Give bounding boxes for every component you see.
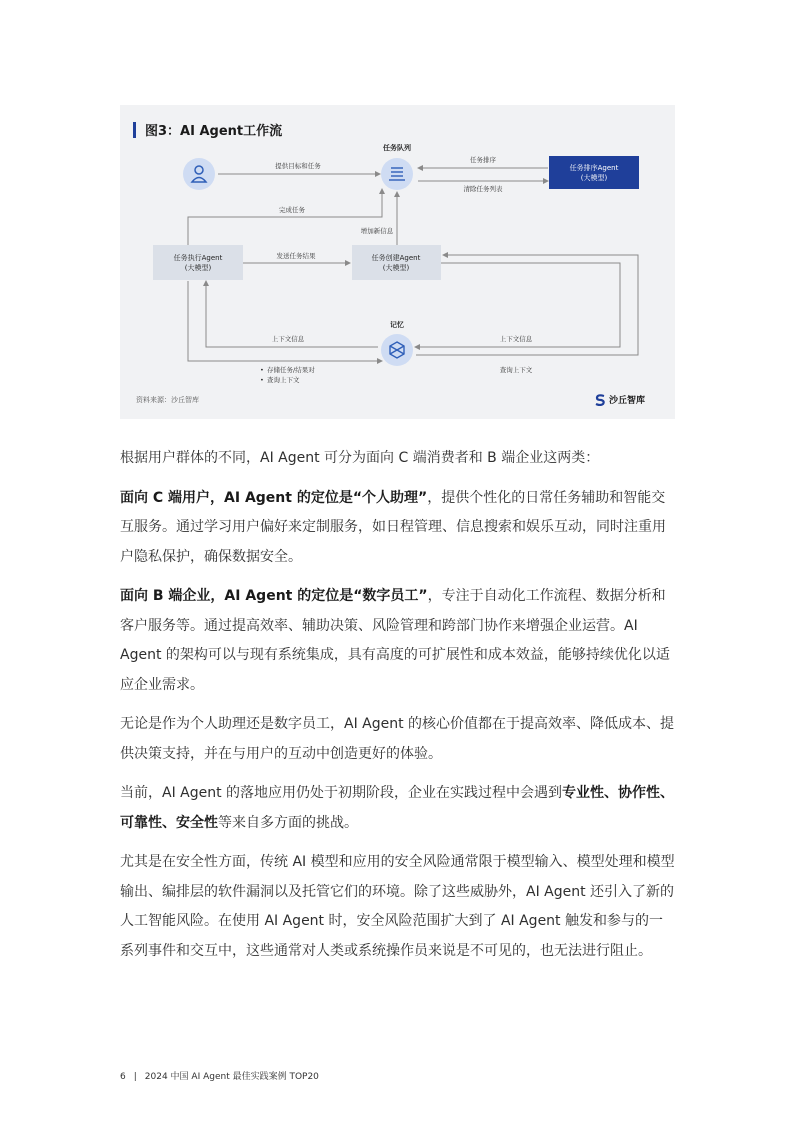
paragraph-b-end bbox=[120, 582, 676, 700]
edge-label-add-info: 增加新信息 bbox=[360, 227, 394, 235]
exec-agent-node bbox=[153, 245, 243, 280]
edge-complete-task bbox=[188, 189, 382, 245]
edge-store-memory bbox=[188, 281, 382, 361]
article-body bbox=[120, 444, 676, 976]
challenges-highlight: 专业性、协作性、可靠性、安全性 bbox=[120, 785, 675, 831]
edge-label-task-sort: 任务排序 bbox=[470, 156, 496, 164]
footer-separator: | bbox=[133, 1072, 137, 1082]
memory-label: 记忆 bbox=[390, 321, 404, 329]
edge-label-context-right: 上下文信息 bbox=[499, 335, 533, 343]
task-queue-label: 任务队列 bbox=[383, 144, 411, 152]
paragraph-core-value: 无论是作为个人助理还是数字员工，AI Agent 的核心价值都在于提高效率、降低成本、提供决策支持，并在与用户的互动中创造更好的体验。 bbox=[120, 716, 675, 762]
paragraph-intro: 根据用户群体的不同，AI Agent 可分为面向 C 端消费者和 B 端企业这两类： bbox=[120, 450, 600, 466]
paragraph-challenges bbox=[120, 779, 676, 838]
memory-note-bullet: • bbox=[260, 376, 264, 384]
workflow-diagram bbox=[120, 105, 675, 419]
page-number: 6 bbox=[120, 1072, 126, 1082]
edge-label-context-left: 上下文信息 bbox=[271, 335, 305, 343]
brand-logo bbox=[595, 393, 645, 406]
challenges-text-b: 等来自多方面的挑战。 bbox=[218, 814, 358, 831]
task-queue-node bbox=[381, 158, 413, 190]
sort-agent-label: 任务排序Agent bbox=[569, 164, 619, 172]
figure-panel bbox=[120, 105, 675, 419]
b-end-heading: 面向 B 端企业，AI Agent 的定位是“数字员工” bbox=[120, 588, 428, 604]
edge-label-query-context: 查询上下文 bbox=[499, 366, 533, 374]
exec-agent-sublabel: (大模型) bbox=[184, 264, 212, 272]
memory-note-2: 查询上下文 bbox=[267, 376, 300, 384]
source-note: 资料来源：沙丘智库 bbox=[136, 396, 199, 404]
exec-agent-label: 任务执行Agent bbox=[173, 254, 223, 262]
c-end-heading: 面向 C 端用户，AI Agent 的定位是“个人助理” bbox=[120, 489, 428, 506]
edge-label-complete-task: 完成任务 bbox=[279, 206, 305, 214]
memory-notes bbox=[260, 365, 315, 384]
b-end-text: ，专注于自动化工作流程、数据分析和客户服务等。通过提高效率、辅助决策、风险管理和跨部门协作来增强企业运营。AI Agent 的架构可以与现有系统集成，具有高度的可扩展性和成本效益，能够持续优化以适应企业需求。 bbox=[120, 588, 670, 693]
edge-label-clear-list: 清除任务列表 bbox=[463, 185, 503, 193]
memory-note-1: 存储任务/结果对 bbox=[267, 366, 315, 374]
create-agent-node bbox=[352, 245, 441, 280]
challenges-text-a: 当前，AI Agent 的落地应用仍处于初期阶段，企业在实践过程中会遇到 bbox=[120, 785, 563, 801]
sort-agent-node bbox=[549, 156, 639, 189]
figure-title: 图3：AI Agent工作流 bbox=[145, 124, 283, 139]
brand-logo-text: 沙丘智库 bbox=[608, 396, 645, 406]
brand-logo-icon bbox=[595, 394, 606, 406]
memory-note-bullet: • bbox=[260, 366, 264, 374]
footer-title: 2024 中国 AI Agent 最佳实践案例 TOP20 bbox=[144, 1072, 319, 1082]
create-agent-sublabel: (大模型) bbox=[382, 264, 410, 272]
paragraph-security: 尤其是在安全性方面，传统 AI 模型和应用的安全风险通常限于模型输入、模型处理和模型输出、编排层的软件漏洞以及托管它们的环境。除了这些威胁外，AI Agent 还引入了新的人工智能风险。在使用 AI Agent 时，安全风险范围扩大到了 AI Agent 触发和参与的一系列事件和交互中，这些通常对人类或系统操作员来说是不可见的，也无法进行阻止。 bbox=[120, 854, 675, 959]
page-footer bbox=[120, 1069, 319, 1082]
c-end-text: ，提供个性化的日常任务辅助和智能交互服务。通过学习用户偏好来定制服务，如日程管理、信息搜索和娱乐互动，同时注重用户隐私保护，确保数据安全。 bbox=[120, 489, 666, 565]
edge-label-send-result: 发送任务结果 bbox=[276, 252, 316, 260]
sort-agent-sublabel: (大模型) bbox=[580, 174, 608, 182]
create-agent-label: 任务创建Agent bbox=[371, 254, 421, 262]
paragraph-c-end bbox=[120, 484, 676, 573]
edge-label-provide-goal: 提供目标和任务 bbox=[275, 162, 321, 170]
